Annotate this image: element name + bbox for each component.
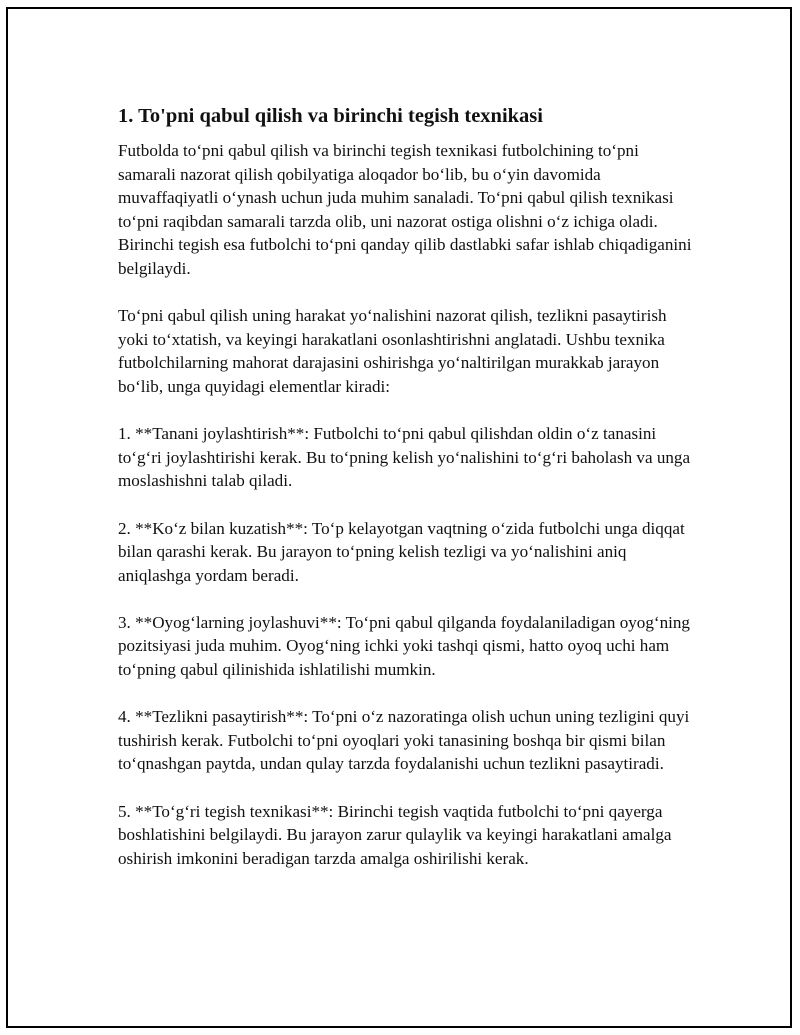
list-item-foot-placement: 3. **Oyog‘larning joylashuvi**: To‘pni qabul qilganda foydalaniladigan oyog‘ning pozitsiyasi juda muhim. Oyog‘ning ichki yoki tashqi qismi, hatto oyoq uchi ham to‘pning qabul qilinishida ishlatilishi mumkin. xyxy=(118,612,690,680)
list-item-speed-reduction: 4. **Tezlikni pasaytirish**: To‘pni o‘z nazoratinga olish uchun uning tezligini quyi tushirish kerak. Futbolchi to‘pni oyoqlari yoki tanasining boshqa bir qismi bilan to‘qnashgan paytda, undan qulay tarzda foydalanishi uchun tezlikni pasaytiradi. xyxy=(118,707,690,774)
document-body xyxy=(118,103,698,870)
list-item-body-positioning: 1. **Tanani joylashtirish**: Futbolchi to‘pni qabul qilishdan oldin o‘z tanasini to‘g‘ri joylashtirishi kerak. Bu to‘pning kelish yo‘nalishini to‘g‘ri baholash va unga moslashishni talab qiladi. xyxy=(118,424,691,491)
page-frame xyxy=(6,7,792,1028)
list-item-eye-tracking: 2. **Ko‘z bilan kuzatish**: To‘p kelayotgan vaqtning o‘zida futbolchi unga diqqat bilan qarashi kerak. Bu jarayon to‘pning kelish tezligi va yo‘nalishini aniq aniqlashga yordam beradi. xyxy=(118,518,685,585)
intro-paragraph: Futbolda to‘pni qabul qilish va birinchi tegish texnikasi futbolchining to‘pni samarali nazorat qilish qobilyatiga aloqador bo‘lib, bu o‘yin davomida muvaffaqiyatli o‘ynash uchun juda muhim sanaladi. To‘pni qabul qilish texnikasi to‘pni raqibdan samarali tarzda olib, uni nazorat ostiga olishni o‘z ichiga oladi. Birinchi tegish esa futbolchi to‘pni qanday qilib dastlabki safar ishlab chiqadiganini belgilaydi. xyxy=(118,141,692,278)
list-item-first-touch: 5. **To‘g‘ri tegish texnikasi**: Birinchi tegish vaqtida futbolchi to‘pni qayerga boshlatishini belgilaydi. Bu jarayon zarur qulaylik va keyingi harakatlani amalga oshirish imkonini beradigan tarzda amalga oshirilishi kerak. xyxy=(118,801,672,868)
section-heading: 1. To'pni qabul qilish va birinchi tegish texnikasi xyxy=(118,105,543,127)
reception-paragraph: To‘pni qabul qilish uning harakat yo‘nalishini nazorat qilish, tezlikni pasaytirish yoki to‘xtatish, va keyingi harakatlani osonlashtirishni anglatadi. Ushbu texnika futbolchilarning mahorat darajasini oshirishga yo‘naltirilgan murakkab jarayon bo‘lib, unga quyidagi elementlar kiradi: xyxy=(118,306,667,396)
